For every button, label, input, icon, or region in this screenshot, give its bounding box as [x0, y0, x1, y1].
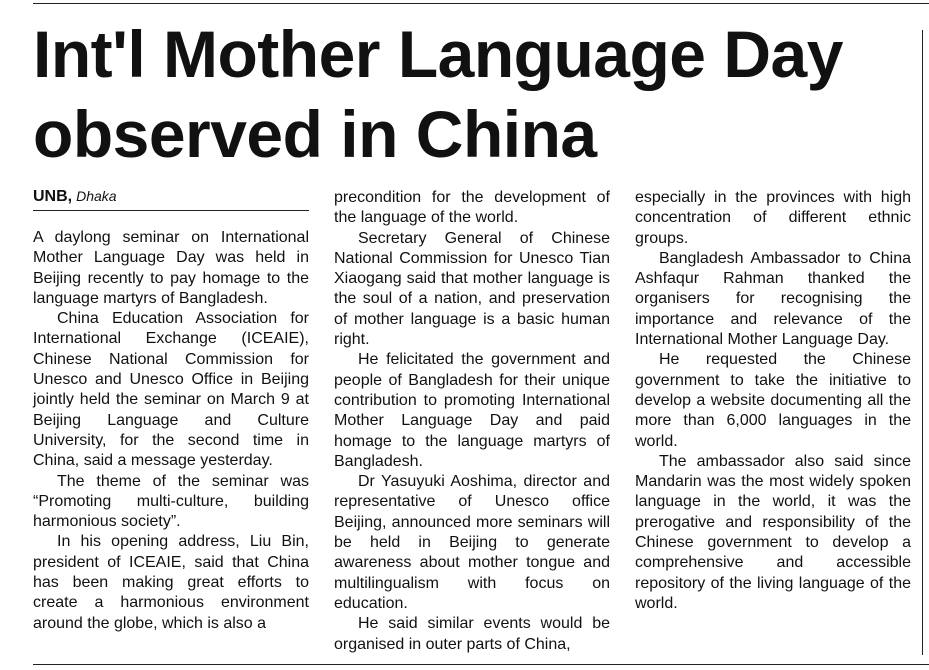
paragraph: Bangladesh Ambassador to China Ashfaqur Rahman thanked the organisers for recognising the importance and relevance of the International Mother Language Day.	[635, 249, 911, 349]
paragraph: precondition for the development of the language of the world.	[334, 189, 610, 227]
top-rule	[33, 3, 929, 4]
paragraph: especially in the provinces with high concentration of different ethnic groups.	[635, 189, 911, 247]
byline-place: Dhaka	[76, 188, 117, 204]
paragraph: He requested the Chinese government to take the initiative to develop a website documenting all the more than 6,000 languages in the world.	[635, 351, 911, 450]
paragraph: In his opening address, Liu Bin, president of ICEAIE, said that China has been making great efforts to create a harmonious environment around the globe, which is also a	[33, 533, 309, 632]
paragraph: Secretary General of Chinese National Commission for Unesco Tian Xiaogang said that mother language is the soul of a nation, and preservation of mother language is a basic human right.	[334, 229, 610, 349]
article-column-3	[635, 188, 911, 614]
bottom-rule	[33, 664, 929, 665]
paragraph: A daylong seminar on International Mother Language Day was held in Beijing recently to pay homage to the language martyrs of Bangladesh.	[33, 229, 309, 307]
article-column-1	[33, 228, 309, 634]
article-column-2	[334, 188, 610, 655]
paragraph: The theme of the seminar was “Promoting multi-culture, building harmonious society”.	[33, 472, 309, 531]
byline	[33, 188, 309, 211]
paragraph: He said similar events would be organised in outer parts of China,	[334, 615, 610, 653]
headline: Int'l Mother Language Day observed in China	[33, 17, 843, 171]
paragraph: The ambassador also said since Mandarin was the most widely spoken language in the world, it was the prerogative and responsibility of the Chinese government to develop a comprehensive and accessible repository of the living language of the world.	[635, 452, 911, 612]
byline-agency: UNB,	[33, 188, 73, 205]
paragraph: Dr Yasuyuki Aoshima, director and representative of Unesco office Beijing, announced more seminars will be held in Beijing to generate awareness about mother tongue and multilingualism with focus on education.	[334, 473, 610, 612]
column-rule	[922, 30, 923, 655]
paragraph: He felicitated the government and people of Bangladesh for their unique contribution to promoting International Mother Language Day and paid homage to the language martyrs of Bangladesh.	[334, 351, 610, 470]
paragraph: China Education Association for International Exchange (ICEAIE), Chinese National Commission for Unesco and Unesco Office in Beijing jointly held the seminar on March 9 at Beijing Language and Culture University, for the second time in China, said a message yesterday.	[33, 310, 309, 470]
